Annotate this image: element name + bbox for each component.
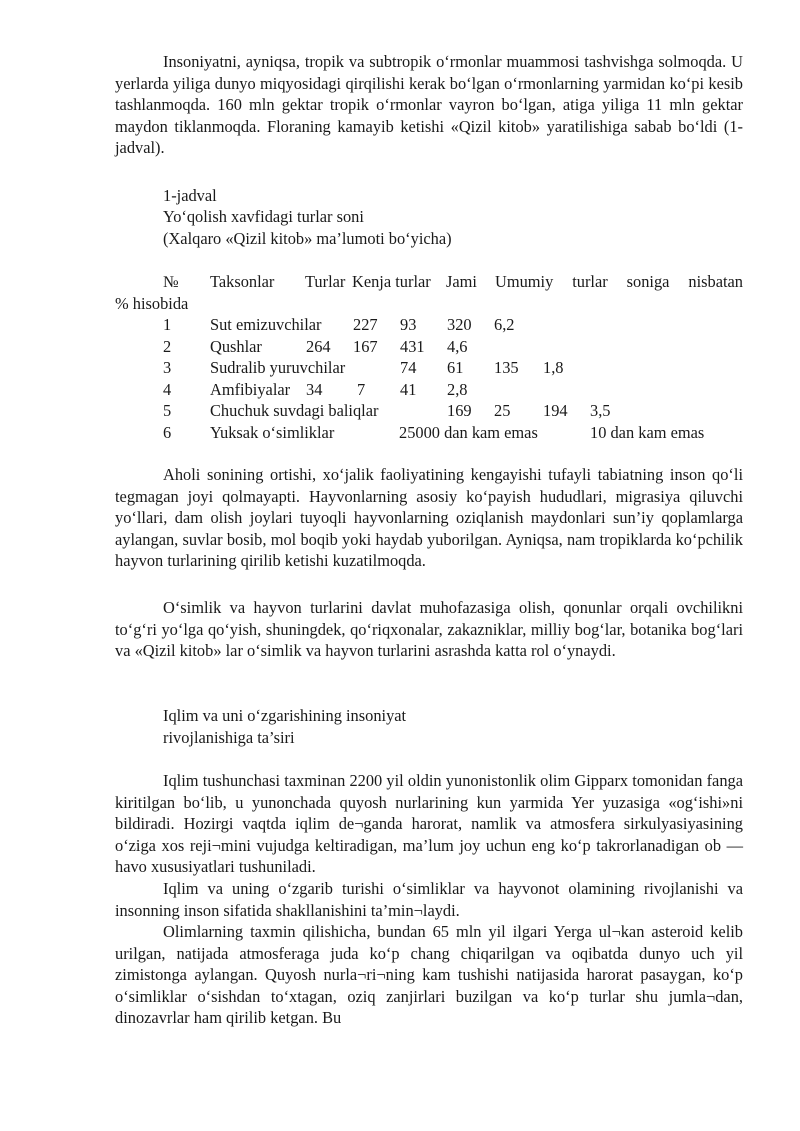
header-taxa: Taksonlar [210, 272, 275, 291]
row-species: 74 [400, 358, 417, 377]
row-total: 194 [543, 401, 568, 420]
row-subspecies: 167 [353, 336, 378, 356]
header-subspecies: Kenja turlar [352, 272, 431, 291]
row-taxon: Yuksak o‘simliklar [210, 422, 335, 442]
table-row [0, 422, 800, 444]
row-percent: 6,2 [494, 315, 515, 334]
row-total: 320 [447, 315, 472, 334]
paragraph-asteroid: Olimlarning taxmin qilishicha, bundan 65 mln yil ilgari Yerga ul¬kan asteroid kelib urilgan, natijada atmosferaga juda ko‘p chang chiqarilgan va oqibatda dunyo uch yil zimistonga aylangan. Quyosh nurla¬ri¬ning kam tushishi natijasida harorat pasaygan, ko‘p o‘simliklar o‘sishdan to‘xtagan, oziq zanjirlari buzilgan va ko‘p turlar shu jumla¬dan, dinozavrlar ham qirilib ketgan. Bu [115, 922, 743, 1027]
table-row [0, 400, 800, 422]
row-total: 431 [400, 336, 425, 356]
row-number: 2 [163, 336, 172, 356]
table-row [0, 314, 800, 336]
table-number: 1-jadval [163, 186, 217, 205]
row-subspecies: 61 [447, 358, 464, 377]
row-percent: 10 dan kam emas [590, 422, 705, 442]
table-title: Yo‘qolish xavfidagi turlar soni [163, 207, 364, 226]
section-heading-line2: rivojlanishiga ta’siri [163, 727, 295, 747]
table-source: (Xalqaro «Qizil kitob» ma’lumoti bo‘yicha) [163, 229, 452, 248]
row-taxon: Sudralib yuruvchilar [210, 358, 346, 377]
row-percent: 4,6 [447, 336, 468, 356]
row-subspecies: 25 [494, 401, 511, 420]
row-taxon: Qushlar [210, 336, 262, 356]
row-species: 34 [306, 379, 323, 399]
row-number: 5 [163, 401, 172, 420]
row-total: 25000 dan kam emas [399, 422, 538, 442]
header-species: Turlar [305, 272, 346, 291]
row-percent: 3,5 [590, 401, 611, 420]
row-subspecies: 7 [357, 379, 366, 399]
header-number: № [163, 272, 179, 291]
row-taxon: Chuchuk suvdagi baliqlar [210, 401, 379, 420]
row-species: 169 [447, 401, 472, 420]
row-species: 227 [353, 315, 378, 334]
row-taxon: Sut emizuvchilar [210, 315, 322, 334]
row-number: 4 [163, 379, 172, 399]
paragraph-protection: O‘simlik va hayvon turlarini davlat muhofazasiga olish, qonunlar orqali ovchilikni to‘g‘ri yo‘lga qo‘yish, shuningdek, qo‘riqxonalar, zakazniklar, milliy bog‘lar, botanika bog‘lari va «Qizil kitob» lar o‘simlik va hayvon turlarini asrashda katta rol o‘ynaydi. [115, 598, 743, 660]
row-number: 3 [163, 358, 172, 377]
table-row [0, 357, 800, 379]
row-number: 6 [163, 422, 172, 442]
header-percent: Umumiy turlar soniga nisbatan [495, 272, 743, 291]
paragraph-climate-definition: Iqlim tushunchasi taxminan 2200 yil oldin yunonistonlik olim Gipparx tomonidan fanga kiritilgan bo‘lib, u yunonchada quyosh nurlarining kun yarmida Yer yuzasiga «og‘ishi»ni bildiradi. Hozirgi vaqtda iqlim de¬ganda harorat, namlik va atmosfera sirkulyasiyasining o‘ziga xos reji¬mini vujudga keltiradigan, ma’lum joy uchun eng ko‘p takrorlanadigan ob — havo xususiyatlari tushuniladi. [115, 771, 743, 876]
row-number: 1 [163, 315, 172, 334]
row-subspecies: 93 [400, 315, 417, 334]
header-total: Jami [446, 272, 477, 291]
table-row [0, 336, 800, 358]
row-species: 264 [306, 336, 331, 356]
row-percent: 2,8 [447, 379, 468, 399]
paragraph-habitat-loss: Aholi sonining ortishi, xo‘jalik faoliyatining kengayishi tufayli tabiatning inson qo‘li tegmagan joyi qolmayapti. Hayvonlarning asosiy ko‘payish hududlari, migrasiya qiluvchi yo‘llari, dam olish joylari tuyoqli hayvonlarning oziqlanish maydonlari sun’iy qoplamlarga aylangan, suvlar bosib, mol boqib yoki haydab yuborilgan. Ayniqsa, nam tropiklarda ko‘pchilik hayvon turlarining qirilib ketishi kuzatilmoqda. [115, 465, 743, 570]
row-total: 135 [494, 358, 519, 377]
paragraph-tropical-forests: Insoniyatni, ayniqsa, tropik va subtropik o‘rmonlar muammosi tashvishga solmoqda. U yerlarda yiliga dunyo miqyosidagi qirqilishi kerak bo‘lgan o‘rmonlarning yarmidan ko‘pi kesib tashlanmoqda. 160 mln gektar tropik o‘rmonlar vayron bo‘lgan, atiga yiliga 11 mln gektar maydon tiklanmoqda. Floraning kamayib ketishi «Qizil kitob» yaratilishiga sabab bo‘ldi (1-jadval). [115, 52, 743, 157]
table-header [115, 271, 743, 314]
table-row [0, 379, 800, 401]
paragraph-climate-role: Iqlim va uning o‘zgarib turishi o‘simliklar va hayvonot olamining rivojlanishi va insonning inson sifatida shakllanishini ta’min¬laydi. [115, 879, 743, 920]
row-percent: 1,8 [543, 358, 564, 377]
row-taxon: Amfibiyalar [210, 379, 291, 399]
header-percent-cont: % hisobida [115, 293, 189, 313]
section-heading-line1: Iqlim va uni o‘zgarishining insoniyat [163, 706, 407, 725]
row-total: 41 [400, 379, 417, 399]
